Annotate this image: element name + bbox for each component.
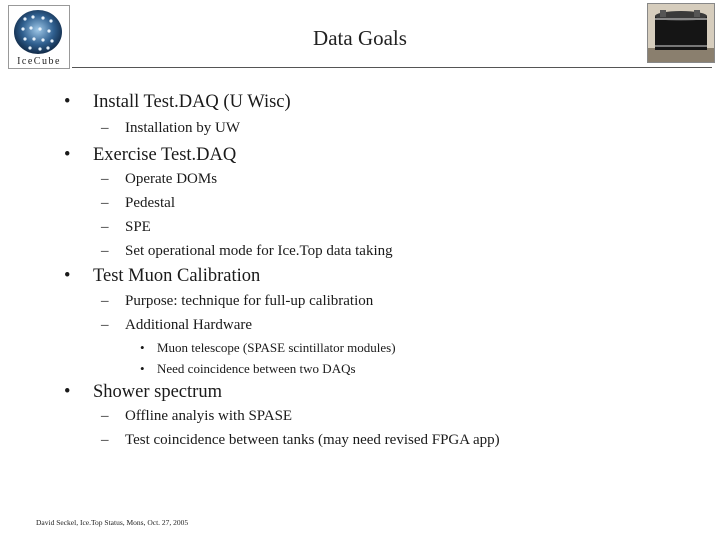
- page-title: Data Goals: [313, 26, 407, 50]
- sub-item-marker: –: [101, 171, 109, 187]
- bullet-item-marker: •: [64, 382, 71, 402]
- sub-item-text: Set operational mode for Ice.Top data taking: [125, 243, 393, 259]
- sub-item-text: Offline analyis with SPASE: [125, 408, 293, 424]
- sub-item-marker: –: [101, 293, 109, 309]
- icetop-tank-icon: [648, 4, 714, 62]
- tank-photo: [647, 3, 715, 63]
- sub-item-marker: –: [101, 120, 109, 136]
- subsub-item-marker: •: [140, 361, 145, 376]
- bullet-item-text: Exercise Test.DAQ: [93, 145, 237, 165]
- sub-item-text: Purpose: technique for full-up calibration: [125, 293, 374, 309]
- sub-item-marker: –: [101, 243, 109, 259]
- sub-item-marker: –: [101, 432, 109, 448]
- header-divider: [72, 67, 712, 68]
- bullet-item-text: Test Muon Calibration: [93, 266, 261, 286]
- bullet-item-marker: •: [64, 92, 71, 112]
- subsub-item-text: Need coincidence between two DAQs: [157, 361, 356, 376]
- sub-item-text: Additional Hardware: [125, 317, 253, 333]
- sub-item-text: Operate DOMs: [125, 171, 218, 187]
- sub-item-marker: –: [101, 195, 109, 211]
- sub-item-text: SPE: [125, 219, 151, 235]
- sub-item-marker: –: [101, 317, 109, 333]
- footer-text: David Seckel, Ice.Top Status, Mons, Oct. 27, 2005: [36, 518, 189, 527]
- bullet-item-text: Shower spectrum: [93, 382, 222, 402]
- sub-item-text: Test coincidence between tanks (may need revised FPGA app): [125, 432, 500, 448]
- bullet-item-marker: •: [64, 145, 71, 165]
- sub-item-marker: –: [101, 408, 109, 424]
- sub-item-text: Pedestal: [125, 195, 175, 211]
- subsub-item-text: Muon telescope (SPASE scintillator modules): [157, 340, 396, 355]
- sub-item-text: Installation by UW: [125, 120, 240, 136]
- logo-text: IceCube: [17, 56, 61, 67]
- bullet-item-text: Install Test.DAQ (U Wisc): [93, 92, 291, 112]
- subsub-item-marker: •: [140, 340, 145, 355]
- sub-item-marker: –: [101, 219, 109, 235]
- bullet-item-marker: •: [64, 266, 71, 286]
